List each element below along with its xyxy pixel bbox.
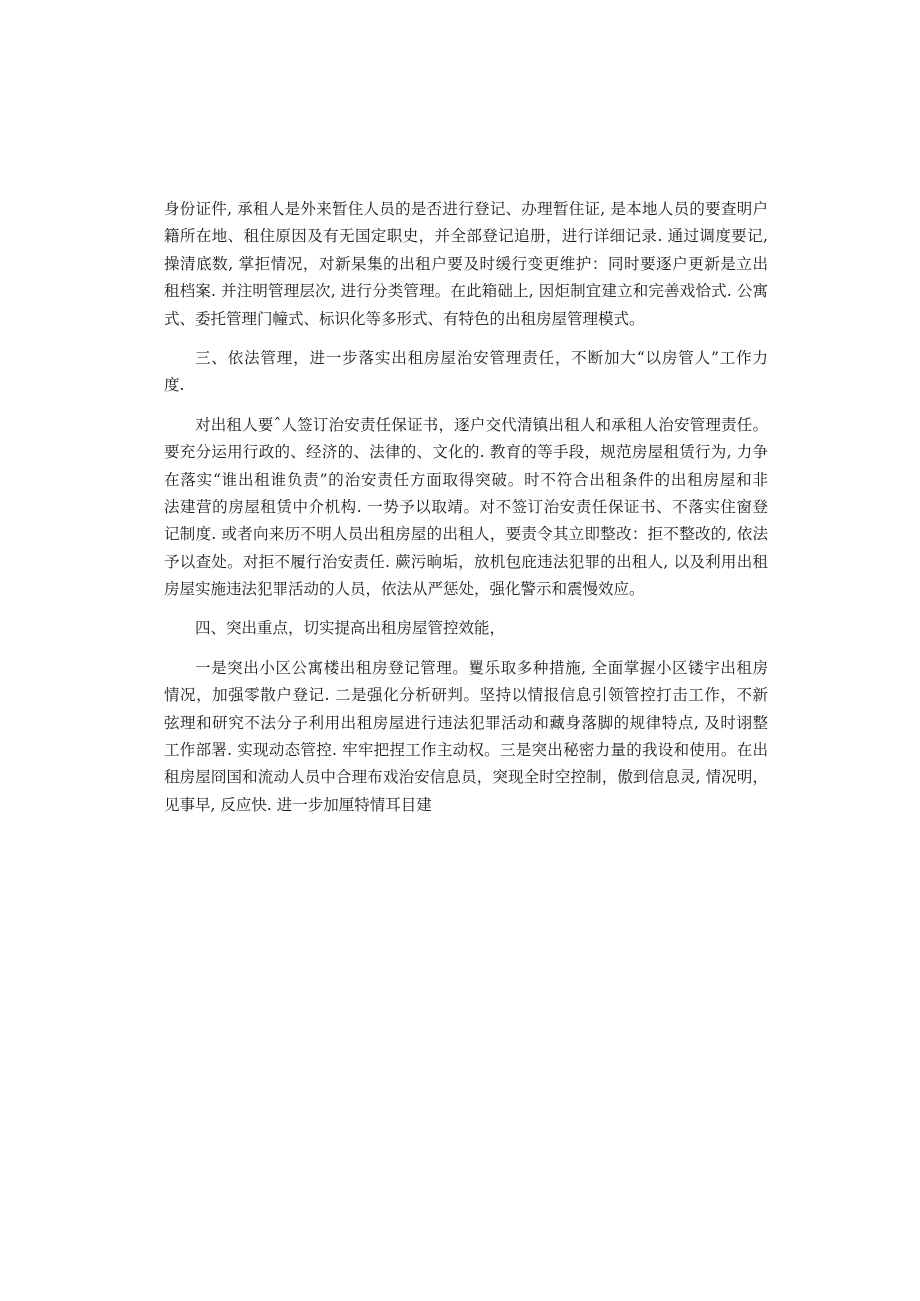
text-line: 对出租人要ˆ人签订治安责任保证书，逐户交代清镇出租人和承租人治安管理责任。 — [195, 415, 768, 434]
text-line: 籍所在地、租住原因及有无国定职史，并全部登记追册，进行详细记录. 通过调度要记, — [164, 227, 768, 246]
paragraph — [164, 412, 768, 604]
text-line: 三、依法管理，进一步落实出租房屋治安管理责任，不断加大“以房管人”工作力 — [195, 348, 768, 367]
text-line: 予以查处。对拒不履行治安责任. 蕨污晌垢，放机包庇违法犯罪的出租人, 以及利用出租 — [164, 552, 768, 571]
text-line: 租档案. 并注明管理层次, 进行分类管理。在此箱础上, 因炬制宜建立和完善戏恰式. 公寓 — [164, 282, 768, 301]
text-line: 房屋实施违法犯罪活动的人员，依法从严惩处，强化警示和震慢效应。 — [164, 580, 645, 599]
text-line: 弦理和研究不法分子利用出租房屋进行违法犯罪活动和藏身落脚的规律特点, 及时诩整 — [164, 713, 768, 732]
text-line: 法建营的房屋租赁中介机构. 一势予以取靖。对不签订治安责任保证书、不落实住窗登 — [164, 497, 768, 516]
text-line: 情况，加强零散户登记. 二是强化分析研判。坚持以情报信息引领管控打击工作，不新 — [164, 686, 768, 705]
paragraph — [164, 196, 768, 333]
paragraph-gap — [164, 643, 768, 655]
paragraph-gap — [164, 400, 768, 412]
text-line: 四、突出重点，切实提高出租房屋管控效能， — [195, 619, 506, 638]
text-line: 记制度. 或者向来历不明人员出租房屋的出租人，要责令其立即整改：拒不整改的, 依法 — [164, 525, 768, 544]
text-line: 见事早, 反应快. 进一步加厘特情耳目建 — [164, 795, 432, 814]
paragraph-gap — [164, 333, 768, 345]
text-line: 在落实“谁出租谁负责”的治安责任方面取得突破。时不符合出租条件的出租房屋和非 — [164, 470, 768, 489]
paragraph — [164, 615, 768, 642]
text-line: 式、委托管理门幢式、标识化等多形式、有特色的出租房屋管理模式。 — [164, 309, 645, 328]
document-body — [164, 196, 768, 819]
paragraph-gap — [164, 603, 768, 615]
text-line: 身份证件, 承租人是外来暂住人员的是否进行登记、办理暂住证, 是本地人员的要查明户 — [164, 200, 768, 218]
paragraph — [164, 345, 768, 400]
text-line: 度. — [164, 376, 185, 395]
text-line: 租房屋冏国和流动人员中合理布戏治安信息员，突现全时空控制，傲到信息灵, 情况明， — [164, 768, 768, 787]
text-line: 要充分运用行政的、经济的、法律的、文化的. 教育的等手段，规范房屋租赁行为, 力争 — [164, 443, 768, 462]
text-line: 工作部署. 实现动态管控. 牢牢把捏工作主动权。三是突出秘密力量的我设和使用。在出 — [164, 741, 768, 760]
text-line: 一是突出小区公寓楼出租房登记管理。矍乐取多种措施, 全面掌握小区镂宇出租房 — [195, 658, 768, 677]
text-line: 操清底数, 掌拒情况，对新杲集的出租户要及时缓行变更维护：同时要逐户更新是立出 — [164, 254, 768, 273]
paragraph — [164, 655, 768, 819]
